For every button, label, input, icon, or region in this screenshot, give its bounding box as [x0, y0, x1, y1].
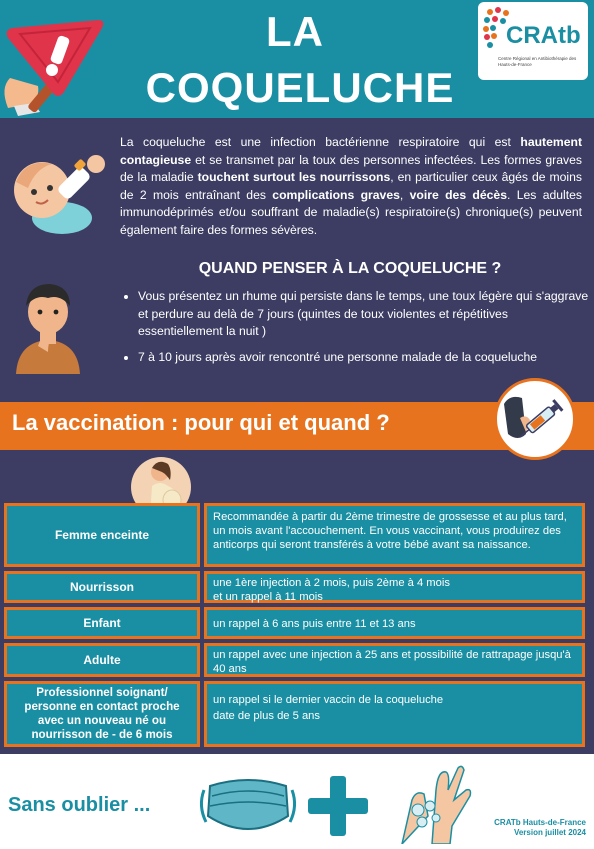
- vaccine-schedule-adult: un rappel avec une injection à 25 ans et possibilité de rattrapage jusqu'à 40 ans: [204, 643, 585, 677]
- vaccine-target-adult: Adulte: [4, 643, 200, 677]
- vaccine-schedule-pregnant: Recommandée à partir du 2ème trimestre de grossesse et au plus tard, un mois avant l'accouchement. En vous vaccinant, vous produirez des anticorps qui seront transférés à votre bébé avant sa naissance.: [204, 503, 585, 567]
- hand-washing-icon: [392, 760, 482, 844]
- symptom-list: [120, 288, 594, 374]
- warning-sign-icon: [0, 8, 120, 126]
- intro-bold-deaths: voire des décès: [409, 187, 507, 202]
- vaccine-target-pregnant: Femme enceinte: [4, 503, 200, 567]
- page-title-line-1: LA: [266, 8, 324, 55]
- face-mask-icon: [196, 772, 300, 840]
- intro-bold-contagious: hautement contagieuse: [120, 135, 582, 167]
- footer-title: Sans oublier ...: [8, 794, 151, 816]
- footer-credit-version: Version juillet 2024: [513, 828, 586, 837]
- list-item: • Vous présentez un rhume qui persiste dans le temps, une toux légère qui s'aggrave et perdure au delà de 7 jours (quintes de toux violentes et répétitives essentiellement la nuit ): [138, 288, 594, 341]
- vaccine-schedule-professional: un rappel si le dernier vaccin de la coqueluche date de plus de 5 ans: [204, 681, 585, 747]
- logo-subtitle: Centre Régional en Antibiothérapie des Hauts-de-France: [498, 56, 577, 67]
- footer-credit-org: CRATb Hauts-de-France: [494, 818, 586, 827]
- list-item: • 7 à 10 jours après avoir rencontré une personne malade de la coqueluche: [138, 349, 594, 367]
- vaccination-title: La vaccination : pour qui et quand ?: [12, 410, 390, 435]
- section-heading-when: QUAND PENSER À LA COQUELUCHE ?: [198, 260, 502, 277]
- vaccine-target-professional: Professionnel soignant/ personne en contact proche avec un nouveau né ou nourrisson de - de 6 mois: [4, 681, 200, 747]
- vaccine-target-child: Enfant: [4, 607, 200, 639]
- syringe-icon: [500, 384, 570, 454]
- coughing-person-icon: [8, 276, 88, 374]
- baby-bottle-icon: [6, 148, 110, 240]
- logo-text: CRAtb: [506, 22, 581, 49]
- vaccine-target-infant: Nourrisson: [4, 571, 200, 603]
- intro-bold-infants: touchent surtout les nourrissons: [197, 170, 391, 184]
- intro-bold-complications: complications graves: [272, 187, 400, 202]
- vaccine-schedule-child: un rappel à 6 ans puis entre 11 et 13 ans: [204, 607, 585, 639]
- page-title-line-2: COQUELUCHE: [145, 64, 455, 111]
- plus-icon: [300, 772, 376, 840]
- intro-paragraph: La coqueluche est une infection bactérienne respiratoire qui est hautement contagieuse et se transmet par la toux des personnes infectées. Les formes graves de la maladie touchent surtout les nourrissons, en particulier ceux âgés de moins de 2 mois entraînant des complications graves, voire des décès. Les adultes immunodéprimés et/ou souffrant de maladie(s) respiratoire(s) chronique(s) peuvent également faire des formes sévères.: [120, 135, 583, 237]
- footer-credit: [470, 818, 586, 838]
- vaccine-schedule-infant: une 1ère injection à 2 mois, puis 2ème à 4 mois et un rappel à 11 mois: [204, 571, 585, 603]
